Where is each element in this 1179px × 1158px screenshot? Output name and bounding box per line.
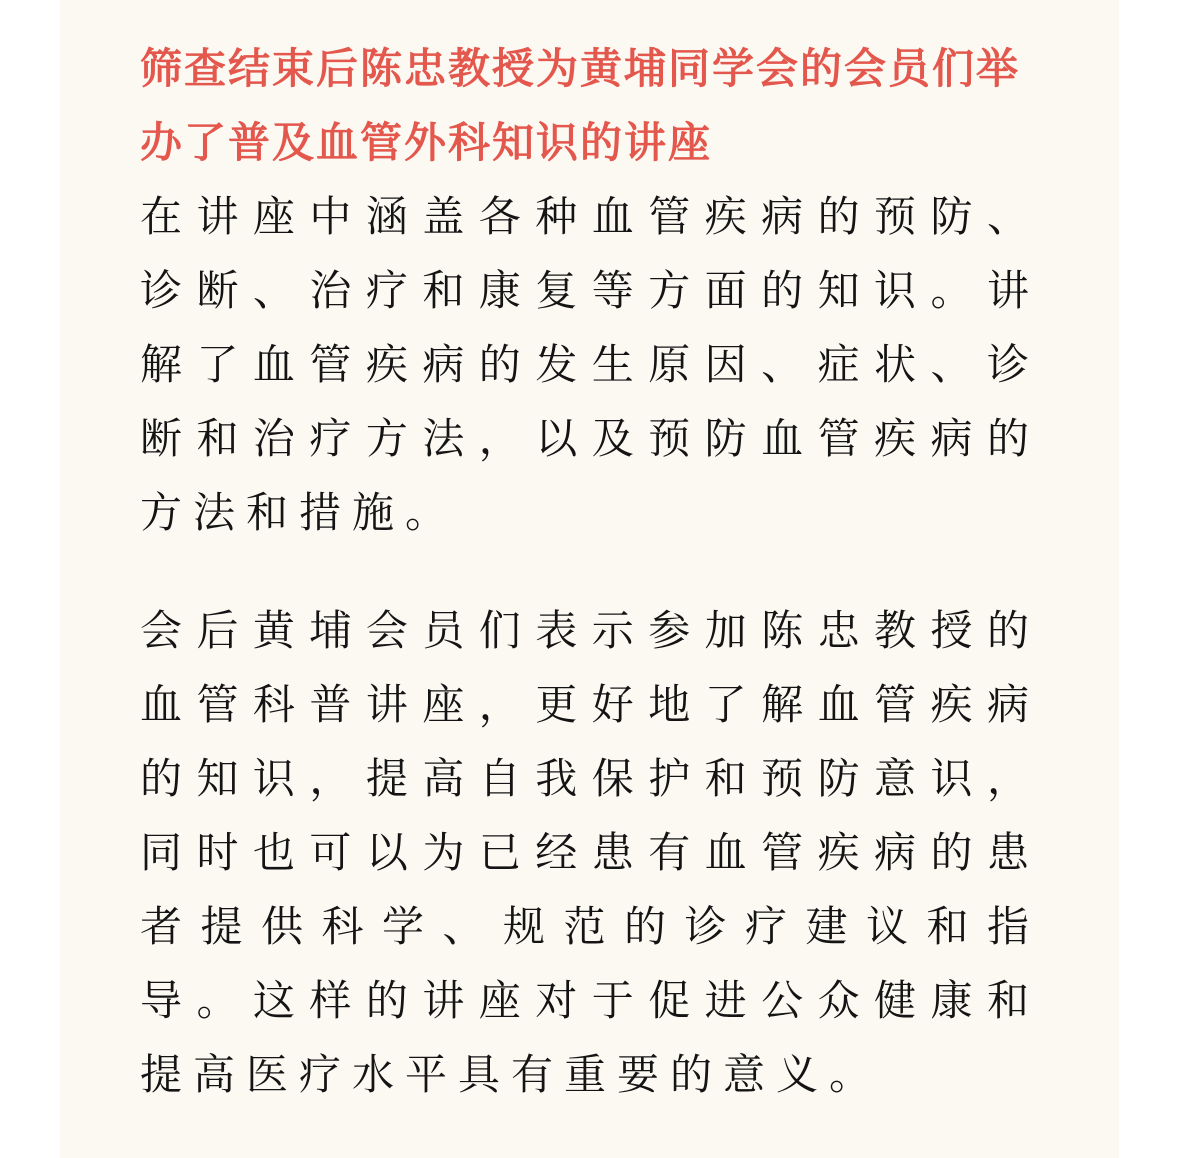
article-content	[140, 32, 1040, 1112]
article-heading: 筛查结束后陈忠教授为黄埔同学会的会员们举办了普及血管外科知识的讲座	[140, 44, 1021, 167]
article-paragraph: 会后黄埔会员们表示参加陈忠教授的血管科普讲座，更好地了解血管疾病的知识，提高自我保护和预防意识，同时也可以为已经患有血管疾病的患者提供科学、规范的诊疗建议和指导。这样的讲座对于促进公众健康和提高医疗水平具有重要的意义。	[140, 606, 1040, 1099]
article-card	[60, 0, 1119, 1158]
article-paragraph: 在讲座中涵盖各种血管疾病的预防、诊断、治疗和康复等方面的知识。讲解了血管疾病的发生原因、症状、诊断和治疗方法，以及预防血管疾病的方法和措施。	[140, 192, 1040, 537]
